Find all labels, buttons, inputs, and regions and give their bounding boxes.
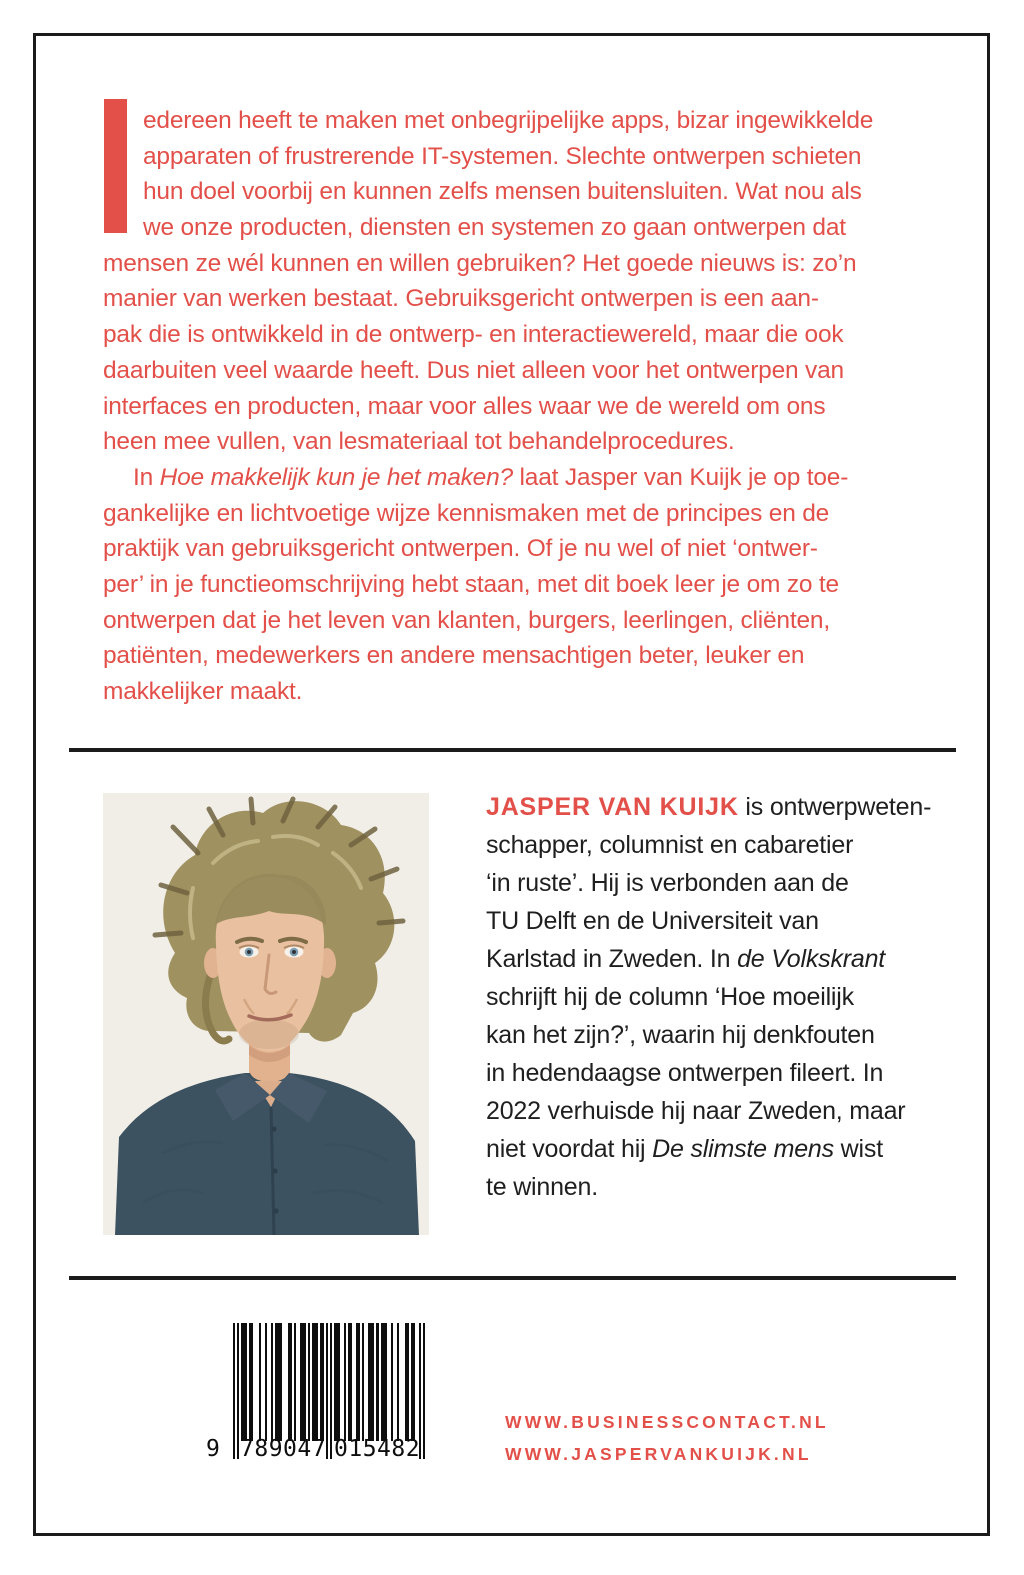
author-photo <box>103 793 429 1235</box>
barcode-digits-group2: 015482 <box>334 1436 421 1462</box>
barcode <box>206 1323 425 1463</box>
publisher-url: WWW.BUSINESSCONTACT.NL <box>505 1412 829 1432</box>
author-bio: JASPER VAN KUIJK is ontwerpweten- schapper, columnist en cabaretier ‘in ruste’. Hij is verbonden aan de TU Delft en de Universiteit van Karlstad in Zweden. In de Volkskrant schrijft hij de column ‘Hoe moeilijk kan het zijn?’, waarin hij denkfouten in hedendaagse ontwerpen fileert. In 2022 verhuisde hij naar Zweden, maar niet voordat hij De slimste mens wist te winnen. <box>486 793 932 1201</box>
author-url: WWW.JASPERVANKUIJK.NL <box>505 1444 812 1464</box>
divider-bottom <box>69 1276 956 1280</box>
barcode-digits-group1: 789047 <box>240 1436 327 1462</box>
blurb-text: edereen heeft te maken met onbegrijpelijke apps, bizar ingewikkelde apparaten of frustrerende IT-systemen. Slechte ontwerpen schieten hun doel voorbij en kunnen zelfs mensen buitensluiten. Wat nou als we onze producten, diensten en systemen zo gaan ontwerpen dat mensen ze wél kunnen en willen gebruiken? Het goede nieuws is: zo’n manier van werken bestaat. Gebruiksgericht ontwerpen is een aan- pak die is ontwikkeld in de ontwerp- en interactiewereld, maar die ook daarbuiten veel waarde heeft. Dus niet alleen voor het ontwerpen van interfaces en producten, maar voor alles waar we de wereld om ons heen mee vullen, van lesmateriaal tot behandelprocedures. In Hoe makkelijk kun je het maken? laat Jasper van Kuijk je op toe- gankelijke en lichtvoetige wijze kennismaken met de principes en de praktijk van gebruiksgericht ontwerpen. Of je nu wel of niet ‘ontwer- per’ in je functieomschrijving hebt staan, met dit boek leer je om zo te ontwerpen dat je het leven van klanten, burgers, leerlingen, cliënten, patiënten, medewerkers en andere mensachtigen beter, leuker en makkelijker maakt. <box>103 107 874 705</box>
divider-top <box>69 748 956 752</box>
portrait-illustration <box>103 793 429 1235</box>
barcode-digit-prefix: 9 <box>206 1436 221 1462</box>
